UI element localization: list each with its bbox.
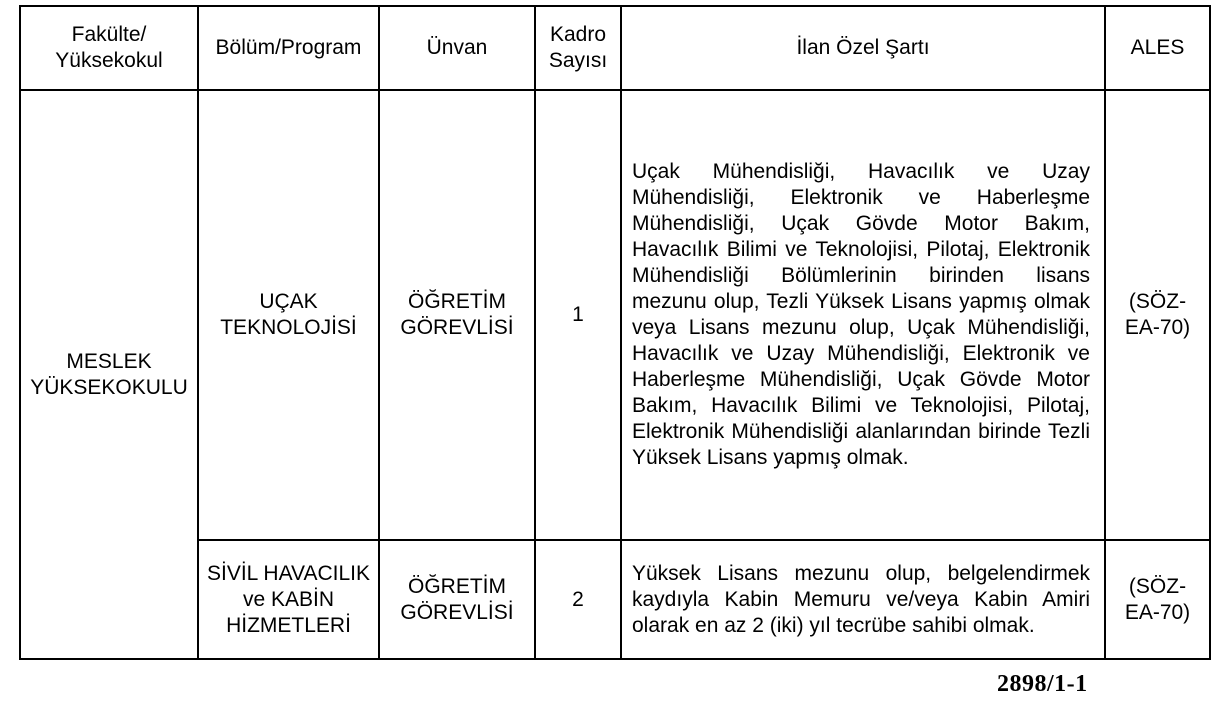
header-count: Kadro Sayısı (535, 6, 621, 90)
header-title: Ünvan (379, 6, 535, 90)
table-row (20, 90, 1210, 540)
count-cell: 1 (535, 90, 621, 540)
header-row (20, 6, 1210, 90)
faculty-cell: MESLEK YÜKSEKOKULU (20, 90, 198, 659)
title-cell: ÖĞRETİM GÖREVLİSİ (379, 540, 535, 659)
ales-cell: (SÖZ-EA-70) (1105, 540, 1210, 659)
condition-cell: Uçak Mühendisliği, Havacılık ve Uzay Mühendisliği, Elektronik ve Haberleşme Mühendisliği, Uçak Gövde Motor Bakım, Havacılık Bilimi ve Teknolojisi, Pilotaj, Elektronik Mühendisliği Bölümlerinin birinden lisans mezunu olup, Tezli Yüksek Lisans yapmış olmak veya Lisans mezunu olup, Uçak Mühendisliği, Havacılık ve Uzay Mühendisliği, Elektronik ve Haberleşme Mühendisliği, Uçak Gövde Motor Bakım, Havacılık Bilimi ve Teknolojisi, Pilotaj, Elektronik Mühendisliği alanlarından birinde Tezli Yüksek Lisans yapmış olmak. (621, 90, 1105, 540)
table-row (20, 540, 1210, 659)
department-cell: SİVİL HAVACILIK ve KABİN HİZMETLERİ (198, 540, 379, 659)
header-department: Bölüm/Program (198, 6, 379, 90)
header-ales: ALES (1105, 6, 1210, 90)
header-condition: İlan Özel Şartı (621, 6, 1105, 90)
title-cell: ÖĞRETİM GÖREVLİSİ (379, 90, 535, 540)
condition-cell: Yüksek Lisans mezunu olup, belgelendirmek kaydıyla Kabin Memuru ve/veya Kabin Amiri olarak en az 2 (iki) yıl tecrübe sahibi olmak. (621, 540, 1105, 659)
staff-listing-table (19, 5, 1211, 660)
header-faculty: Fakülte/ Yüksekokul (20, 6, 198, 90)
ales-cell: (SÖZ-EA-70) (1105, 90, 1210, 540)
footer-code: 2898/1-1 (997, 671, 1088, 697)
department-cell: UÇAK TEKNOLOJİSİ (198, 90, 379, 540)
count-cell: 2 (535, 540, 621, 659)
